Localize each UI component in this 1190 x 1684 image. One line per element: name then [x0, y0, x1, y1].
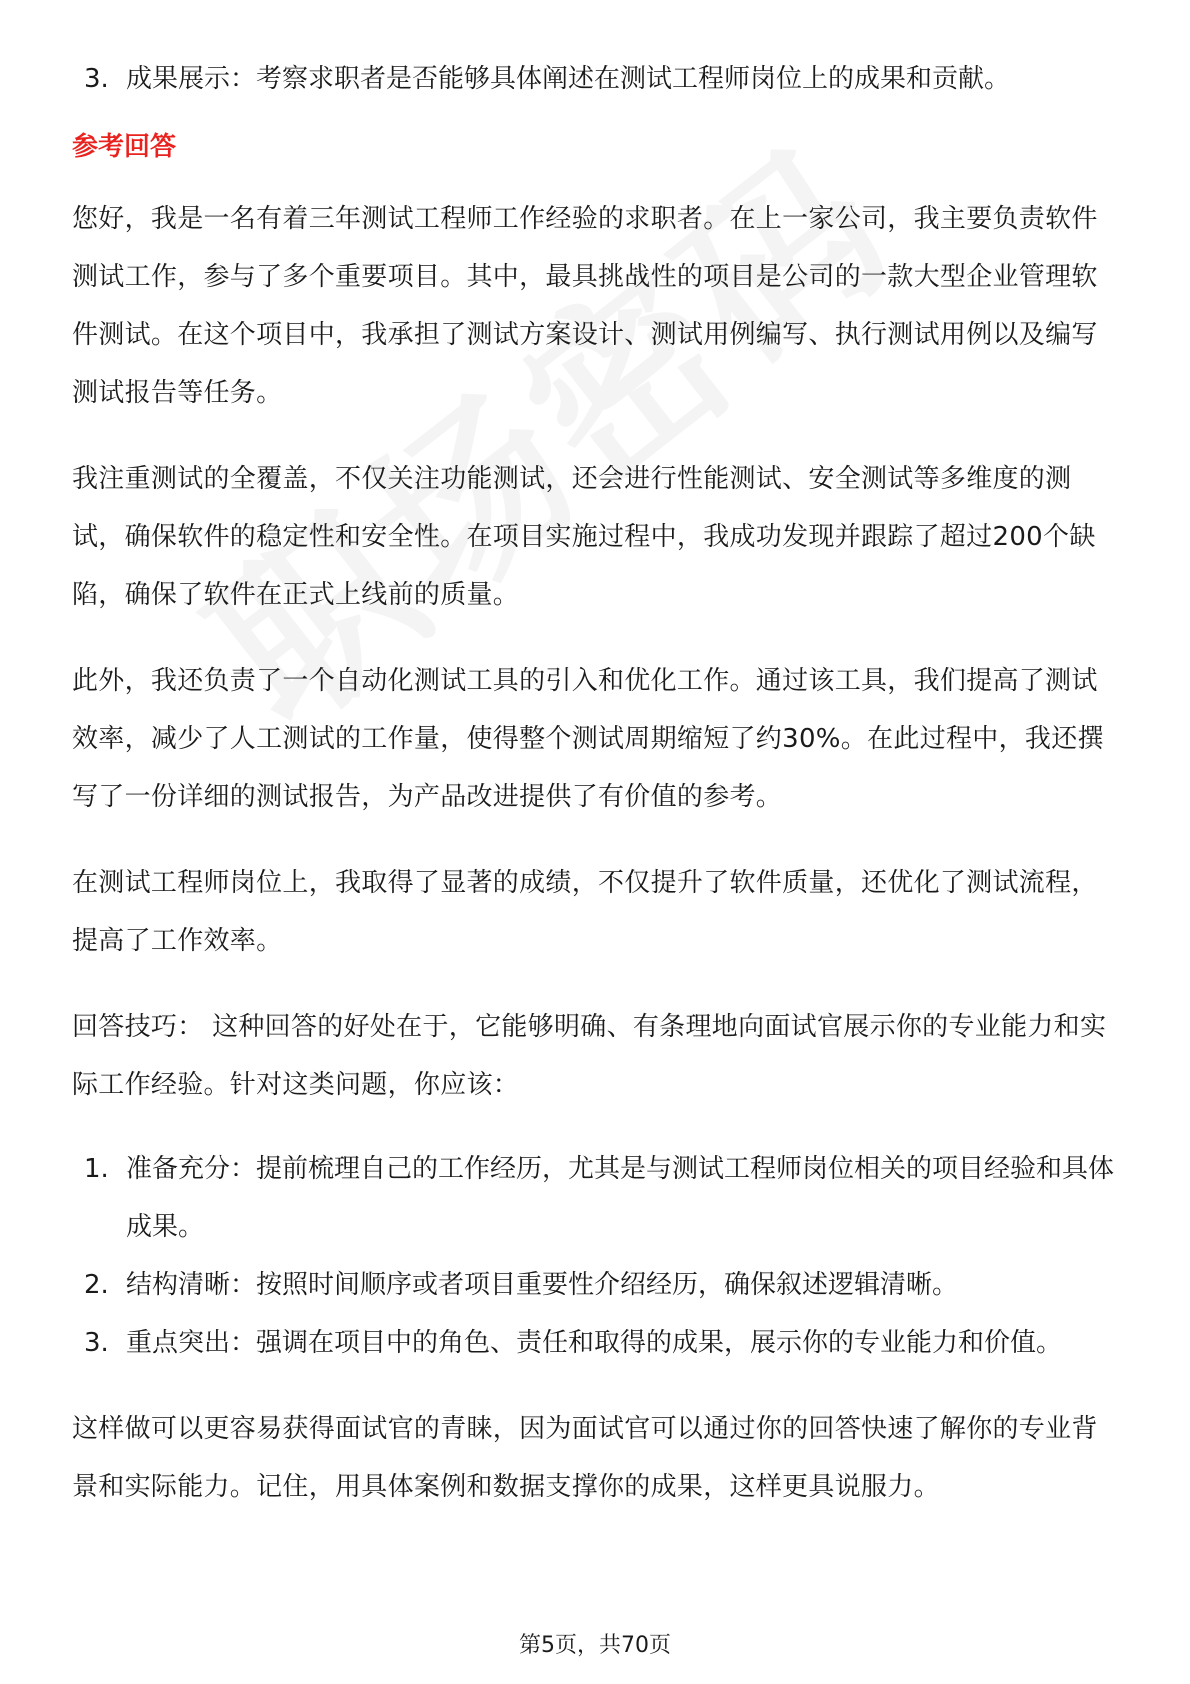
list-number: 1.: [84, 1154, 109, 1184]
page-content: [72, 56, 1122, 1516]
answer-paragraph-4: 在测试工程师岗位上，我取得了显著的成绩，不仅提升了软件质量，还优化了测试流程，提高了工作效率。: [72, 868, 1098, 956]
list-number: 3.: [84, 1328, 109, 1358]
list-text: 准备充分：提前梳理自己的工作经历，尤其是与测试工程师岗位相关的项目经验和具体成果。: [126, 1154, 1115, 1242]
list-text: 结构清晰：按照时间顺序或者项目重要性介绍经历，确保叙述逻辑清晰。: [126, 1270, 959, 1300]
section-heading: 参考回答: [72, 132, 177, 162]
list-item: [72, 1140, 1122, 1256]
answer-paragraph-3: 此外，我还负责了一个自动化测试工具的引入和优化工作。通过该工具，我们提高了测试效率，减少了人工测试的工作量，使得整个测试周期缩短了约30%。在此过程中，我还撰写了一份详细的测试报告，为产品改进提供了有价值的参考。: [72, 666, 1104, 812]
answer-paragraph-2: 我注重测试的全覆盖，不仅关注功能测试，还会进行性能测试、安全测试等多维度的测试，确保软件的稳定性和安全性。在项目实施过程中，我成功发现并跟踪了超过200个缺陷，确保了软件在正式上线前的质量。: [72, 464, 1096, 610]
tips-list: [72, 1140, 1122, 1372]
list-number: 3.: [84, 64, 109, 94]
list-item: [72, 1256, 1122, 1314]
list-item: [72, 1314, 1122, 1372]
closing-paragraph: 这样做可以更容易获得面试官的青睐，因为面试官可以通过你的回答快速了解你的专业背景和实际能力。记住，用具体案例和数据支撑你的成果，这样更具说服力。: [72, 1414, 1098, 1502]
tips-intro-paragraph: 回答技巧： 这种回答的好处在于，它能够明确、有条理地向面试官展示你的专业能力和实际工作经验。针对这类问题，你应该：: [72, 1012, 1107, 1100]
criteria-item: [72, 50, 1122, 108]
list-text: 成果展示：考察求职者是否能够具体阐述在测试工程师岗位上的成果和贡献。: [126, 64, 1011, 94]
answer-paragraph-1: 您好，我是一名有着三年测试工程师工作经验的求职者。在上一家公司，我主要负责软件测试工作，参与了多个重要项目。其中，最具挑战性的项目是公司的一款大型企业管理软件测试。在这个项目中，我承担了测试方案设计、测试用例编写、执行测试用例以及编写测试报告等任务。: [72, 204, 1098, 408]
page-number: 第5页，共70页: [519, 1633, 671, 1658]
list-text: 重点突出：强调在项目中的角色、责任和取得的成果，展示你的专业能力和价值。: [126, 1328, 1063, 1358]
list-number: 2.: [84, 1270, 109, 1300]
